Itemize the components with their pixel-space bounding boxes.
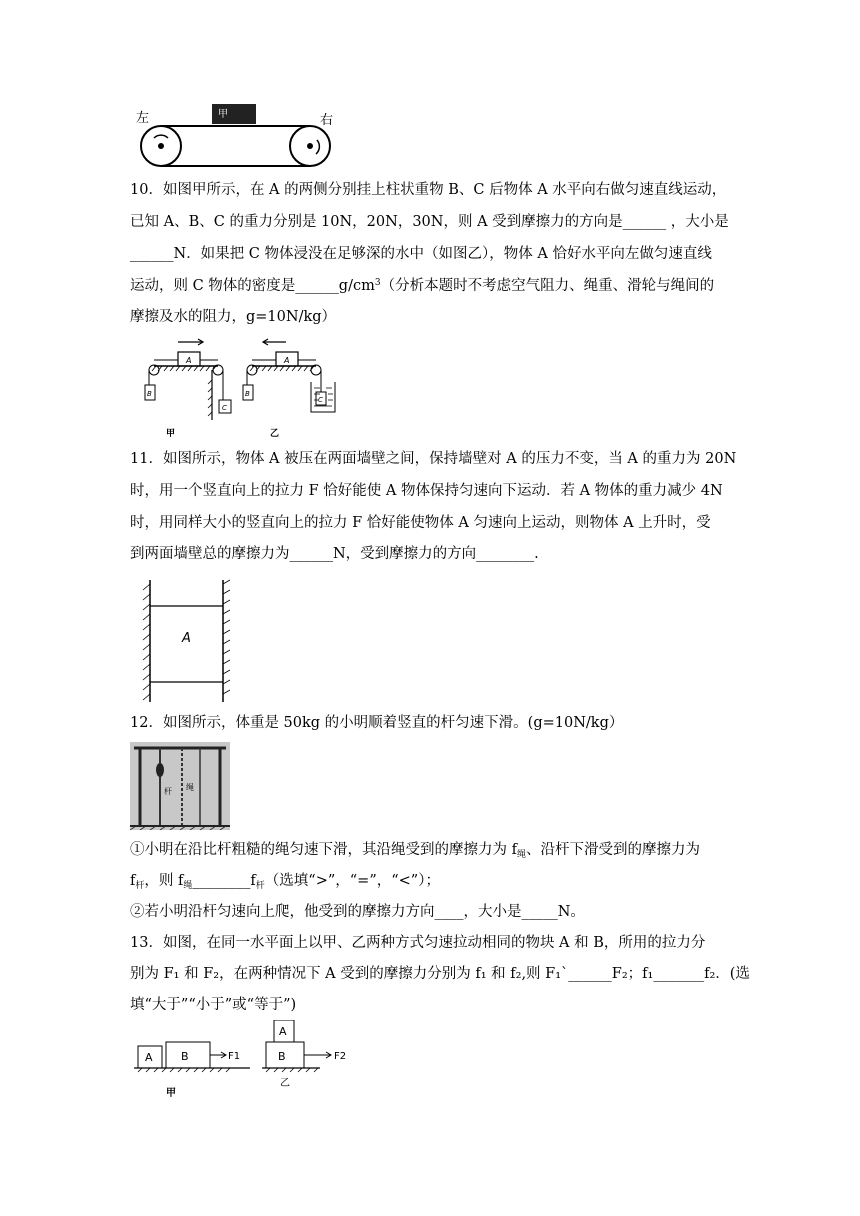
svg-text:B: B bbox=[278, 1050, 286, 1063]
svg-text:B: B bbox=[245, 390, 250, 398]
q11-line-2: 时，用一个竖直向上的拉力 F 恰好能使 A 物体保持匀速向下运动．若 A 物体的重力减少 4N bbox=[130, 483, 723, 499]
svg-text:甲: 甲 bbox=[166, 1088, 176, 1099]
q12-title: 12．如图所示，体重是 50kg 的小明顺着竖直的杆匀速下滑。(g=10N/kg） bbox=[130, 715, 624, 731]
q11-line-3: 时，用同样大小的竖直向上的拉力 F 恰好能使物体 A 匀速向上运动，则物体 A 上升时，受 bbox=[130, 515, 711, 531]
svg-text:A: A bbox=[186, 356, 192, 365]
svg-text:A: A bbox=[182, 631, 191, 646]
svg-text:A: A bbox=[145, 1051, 153, 1064]
q10-line-5: 摩擦及水的阻力，g=10N/kg） bbox=[130, 309, 337, 325]
right-label: 右 bbox=[320, 113, 334, 128]
svg-text:绳: 绳 bbox=[186, 783, 194, 792]
svg-text:F2: F2 bbox=[334, 1051, 347, 1062]
q12-part1-line1: ①小明在沿比杆粗糙的绳匀速下滑，其沿绳受到的摩擦力为 $f_绳$、沿杆下滑受到的摩擦力为 bbox=[130, 842, 700, 860]
conveyor-belt-figure bbox=[130, 100, 345, 170]
svg-text:F1: F1 bbox=[228, 1051, 241, 1062]
q13-line-2: 别为 F₁ 和 F₂，在两种情况下 A 受到的摩擦力分别为 f₁ 和 f₂,则 F₁`______F₂；f₁_______f₂．(选 bbox=[130, 966, 750, 982]
q12-part1-line2: $f_杆$，则 $f_绳\_\_\_\_\_\_\_\_f_杆$（选填“>”，“=”，“<”）； bbox=[130, 873, 440, 891]
q10-line-4: 运动，则 C 物体的密度是$\_\_\_\_\_\_g/cm^3$（分析本题时不考虑空气阻力、绳重、滑轮与绳间的 bbox=[130, 278, 715, 294]
q10-line-2: 已知 A、B、C 的重力分别是 10N，20N，30N，则 A 受到摩擦力的方向是______ ，大小是 bbox=[130, 214, 729, 230]
pole-rope-photo-figure bbox=[130, 742, 230, 830]
blocks-pull-figure bbox=[130, 1020, 360, 1102]
q10-line-1: 10．如图甲所示，在 A 的两侧分别挂上柱状重物 B、C 后物体 A 水平向右做匀速直线运动， bbox=[130, 182, 727, 198]
svg-text:A: A bbox=[284, 356, 290, 365]
q10-line-3: ______N．如果把 C 物体浸没在足够深的水中（如图乙），物体 A 恰好水平向左做匀速直线 bbox=[130, 246, 712, 262]
svg-text:杆: 杆 bbox=[164, 787, 172, 796]
pulley-system-figure bbox=[130, 330, 340, 440]
svg-text:A: A bbox=[279, 1025, 287, 1038]
svg-text:乙: 乙 bbox=[280, 1078, 290, 1089]
q11-line-1: 11．如图所示，物体 A 被压在两面墙壁之间，保持墙壁对 A 的压力不变，当 A 的重力为 20N bbox=[130, 451, 737, 467]
q12-part2: ②若小明沿杆匀速向上爬，他受到的摩擦力方向____，大小是_____N。 bbox=[130, 904, 585, 920]
svg-text:乙: 乙 bbox=[270, 429, 280, 439]
q13-line-3: 填“大于”“小于”或“等于”) bbox=[130, 997, 297, 1013]
svg-text:C: C bbox=[222, 404, 227, 412]
svg-text:甲: 甲 bbox=[166, 429, 176, 439]
svg-text:B: B bbox=[147, 390, 152, 398]
svg-text:B: B bbox=[181, 1050, 189, 1063]
q11-line-4: 到两面墙壁总的摩擦力为______N，受到摩擦力的方向________. bbox=[130, 546, 539, 562]
block-between-walls-figure bbox=[140, 578, 240, 706]
svg-text:C: C bbox=[318, 396, 323, 404]
left-label: 左 bbox=[136, 111, 150, 126]
q13-line-1: 13．如图，在同一水平面上以甲、乙两种方式匀速拉动相同的物块 A 和 B，所用的拉力分 bbox=[130, 935, 706, 951]
block-label: 甲 bbox=[218, 109, 228, 120]
